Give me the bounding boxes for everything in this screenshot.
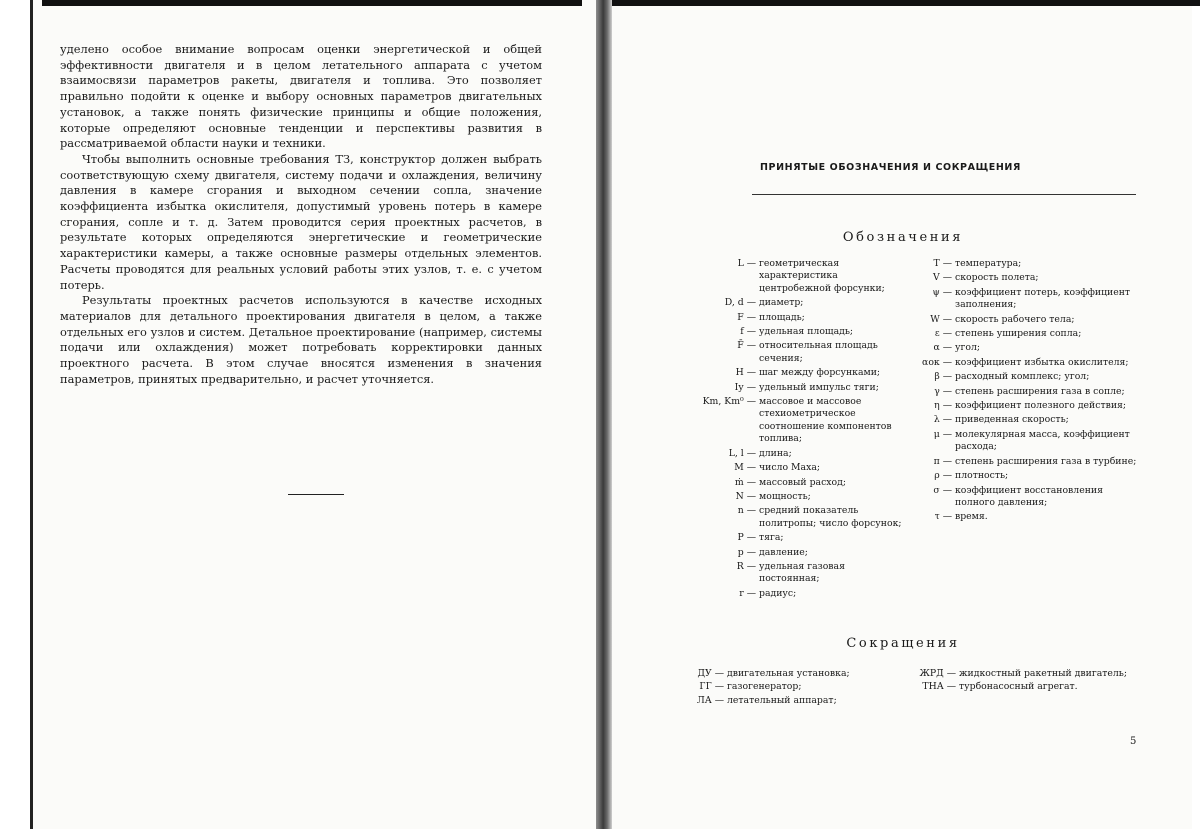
abbreviations-heading: Сокращения [846, 636, 960, 651]
notations-column-left [694, 258, 904, 602]
symbol: ЛА — [696, 694, 724, 706]
symbol: f — [740, 326, 756, 338]
symbol: p — [737, 546, 756, 558]
symbol: ṁ — [734, 476, 756, 488]
description: массовое и массовое стехиометрическое соотношение компонентов топлива; [759, 396, 892, 445]
description: шаг между форсунками; [759, 367, 881, 379]
description: массовый расход; [759, 476, 846, 488]
scan-edge-top-right [612, 0, 1200, 6]
list-item [922, 314, 1142, 326]
description: молекулярная масса, коэффициент расхода; [955, 428, 1130, 453]
description: мощность; [759, 490, 811, 502]
list-item [922, 258, 1142, 270]
symbol: L, l — [728, 447, 756, 459]
symbol: Iу — [734, 381, 756, 393]
symbol: M — [734, 462, 756, 474]
symbol: ГГ — [699, 681, 724, 693]
description: скорость рабочего тела; [955, 313, 1075, 325]
description: жидкостный ракетный двигатель; [959, 668, 1127, 679]
description: степень расширения газа в сопле; [955, 385, 1125, 397]
symbol: ДУ — [697, 668, 724, 679]
symbol: ε — [934, 328, 952, 340]
list-item [694, 340, 904, 365]
list-item [690, 668, 900, 680]
description: удельная площадь; [759, 326, 854, 338]
list-item [922, 357, 1142, 369]
symbol: σ — [933, 484, 952, 496]
list-item [922, 386, 1142, 398]
list-item [912, 681, 1142, 693]
description: расходный комплекс; угол; [955, 371, 1090, 383]
paragraph: уделено особое внимание вопросам оценки энергетической и общей эффективности двигателя и в целом летательного аппарата с учетом взаимосвязи параметров ракеты, двигателя и топлива. Это позволяет правильно подойти к оценке и выбору основных параметров двигательных установок, а также понять физические принципы и общие положения, которые определяют основные тенденции и перспективы развития в рассматриваемой области науки и техники. [60, 42, 542, 151]
list-item [922, 511, 1142, 523]
list-item [922, 400, 1142, 412]
list-item [694, 312, 904, 324]
list-item [694, 505, 904, 530]
symbol: F̄ — [737, 340, 756, 352]
scan-edge-top-left [42, 0, 582, 6]
description: летательный аппарат; [727, 694, 837, 706]
book-gutter [596, 0, 612, 829]
description: радиус; [759, 587, 797, 599]
symbol: μ — [933, 428, 952, 440]
symbol: ЖРД — [919, 668, 956, 679]
list-item [922, 371, 1142, 383]
symbol: Km, Km⁰ — [702, 396, 756, 408]
list-item [690, 695, 900, 707]
description: плотность; [955, 470, 1009, 482]
description: диаметр; [759, 297, 804, 309]
list-item [922, 414, 1142, 426]
description: время. [955, 511, 988, 523]
description: удельный импульс тяги; [759, 381, 879, 393]
symbol: β — [934, 371, 952, 383]
description: средний показатель политропы; число форсунок; [759, 505, 902, 529]
description: площадь; [759, 311, 805, 323]
symbol: V — [933, 272, 952, 284]
symbol: n — [737, 505, 756, 517]
list-item [694, 326, 904, 338]
description: степень расширения газа в турбине; [955, 455, 1137, 467]
list-item [912, 668, 1142, 680]
list-item [694, 491, 904, 503]
left-page-body [60, 42, 542, 387]
abbreviations-column-right [912, 668, 1142, 695]
description: скорость полета; [955, 272, 1039, 284]
symbol: W — [930, 313, 952, 325]
list-item [694, 396, 904, 446]
list-item [922, 456, 1142, 468]
description: двигательная установка; [727, 668, 850, 679]
description: геометрическая характеристика центробежной форсунки; [759, 258, 885, 294]
description: удельная газовая постоянная; [759, 560, 845, 585]
description: длина; [759, 447, 792, 459]
symbol: ψ — [932, 286, 952, 298]
symbol: F — [737, 311, 756, 323]
list-item [694, 258, 904, 295]
list-item [922, 287, 1142, 312]
list-item [694, 588, 904, 600]
list-item [694, 532, 904, 544]
notations-column-right [922, 258, 1142, 526]
notations-heading: Обозначения [842, 230, 964, 245]
symbol: λ — [933, 414, 952, 426]
symbol: L — [737, 258, 756, 269]
title-rule [752, 194, 1136, 195]
list-item [690, 681, 900, 693]
symbol: D, d — [724, 297, 756, 309]
symbol: R — [736, 560, 756, 572]
description: температура; [955, 258, 1022, 269]
paragraph: Результаты проектных расчетов используются в качестве исходных материалов для детального проектирования двигателя в целом, а также отдельных его узлов и систем. Детальное проектирование (например, системы подачи или охлаждения) может потребовать корректировки данных проектного расчета. В этом случае вносятся изменения в значения параметров, принятых предварительно, и расчет уточняется. [60, 293, 542, 386]
symbol: αок — [922, 356, 952, 368]
description: угол; [955, 342, 980, 354]
list-item [694, 561, 904, 586]
list-item [694, 477, 904, 489]
symbol: η — [934, 400, 952, 412]
list-item [922, 342, 1142, 354]
symbol: H — [735, 367, 756, 379]
description: турбонасосный агрегат. [959, 681, 1078, 693]
list-item [694, 297, 904, 309]
description: коэффициент полезного действия; [955, 400, 1127, 412]
list-item [922, 470, 1142, 482]
list-item [922, 328, 1142, 340]
page-title: ПРИНЯТЫЕ ОБОЗНАЧЕНИЯ И СОКРАЩЕНИЯ [760, 162, 1021, 173]
abbreviations-column-left [690, 668, 900, 708]
symbol: r — [739, 587, 756, 599]
list-item [694, 547, 904, 559]
symbol: N — [735, 490, 756, 502]
description: тяга; [759, 532, 784, 544]
symbol: γ — [934, 385, 952, 397]
description: давление; [759, 546, 808, 558]
list-item [694, 448, 904, 460]
list-item [922, 272, 1142, 284]
list-item [694, 367, 904, 379]
symbol: τ — [934, 511, 952, 523]
symbol: P — [737, 532, 756, 544]
page-number: 5 [1130, 736, 1137, 747]
symbol: α — [933, 342, 952, 354]
description: газогенератор; [727, 681, 802, 693]
symbol: ρ — [934, 470, 952, 482]
list-item [922, 485, 1142, 510]
description: коэффициент потерь, коэффициент заполнения; [955, 286, 1131, 311]
paragraph: Чтобы выполнить основные требования ТЗ, конструктор должен выбрать соответствующую схему двигателя, систему подачи и охлаждения, величину давления в камере сгорания и выходном сечении сопла, значение коэффициента избытка окислителя, допустимый уровень потерь в камере сгорания, сопле и т. д. Затем проводится серия проектных расчетов, в результате которых определяются энергетические и геометрические характеристики камеры, а также основные размеры отдельных элементов. Расчеты проводятся для реальных условий работы этих узлов, т. е. с учетом потерь. [60, 151, 542, 292]
description: степень уширения сопла; [955, 328, 1082, 340]
symbol: ТНА — [922, 681, 956, 693]
list-item [694, 462, 904, 474]
section-divider [288, 494, 344, 495]
description: коэффициент восстановления полного давления; [955, 484, 1103, 508]
description: приведенная скорость; [955, 414, 1069, 426]
list-item [922, 429, 1142, 454]
description: относительная площадь сечения; [759, 340, 878, 364]
description: коэффициент избытка окислителя; [955, 356, 1129, 368]
list-item [694, 382, 904, 394]
description: число Маха; [759, 462, 820, 474]
symbol: T — [933, 258, 952, 269]
symbol: π — [933, 455, 952, 467]
